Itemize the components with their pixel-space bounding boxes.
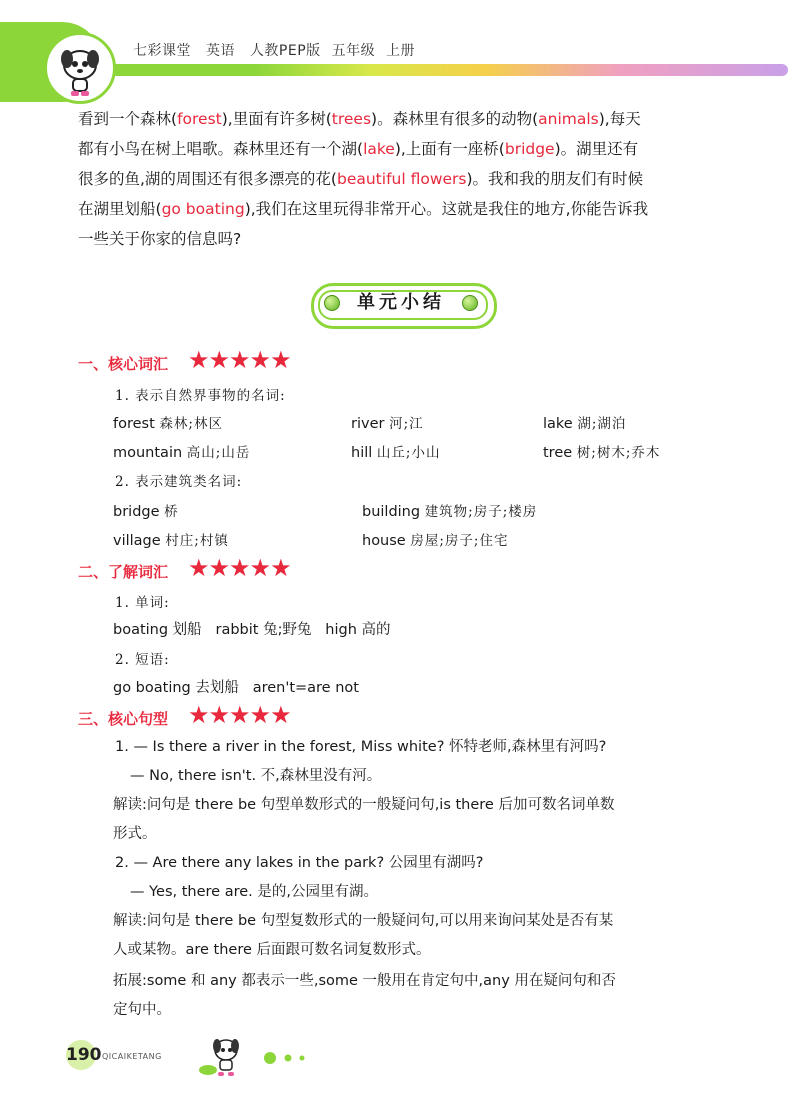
summary-title: 单元小结 xyxy=(357,292,445,313)
page-number: 190 xyxy=(66,1045,102,1065)
mascot-dog-icon xyxy=(196,1032,252,1082)
explanation-1-cont: 形式。 xyxy=(113,826,157,842)
subheading-building-nouns: 2. 表示建筑类名词: xyxy=(115,474,243,490)
header-title xyxy=(133,40,425,60)
highlighted-term: beautiful flowers xyxy=(336,170,467,188)
header-series: 七彩课堂 xyxy=(133,43,191,59)
words-line: boating 划船 rabbit 兔;野兔 high 高的 xyxy=(113,622,391,638)
vocab-item: house 房屋;房子;住宅 xyxy=(362,533,509,549)
footer-dots-icon xyxy=(262,1048,312,1068)
intro-text: 看到一个森林( xyxy=(78,110,178,128)
vocab-item: mountain 高山;山岳 xyxy=(113,445,251,461)
highlighted-term: forest xyxy=(177,110,222,128)
header-grade: 五年级 xyxy=(331,43,376,59)
star-rating-icon: ★★★★★ xyxy=(188,554,291,582)
star-rating-icon: ★★★★★ xyxy=(188,701,291,729)
footer-brand: QICAIKETANG xyxy=(102,1052,162,1061)
extension-note-cont: 定句中。 xyxy=(113,1002,171,1018)
explanation-1: 解读:问句是 there be 句型单数形式的一般疑问句,is there 后加可数名词单数 xyxy=(113,797,615,813)
question-2: 2. — Are there any lakes in the park? 公园里有湖吗? xyxy=(115,855,484,871)
intro-text: 很多的鱼,湖的周围还有很多漂亮的花( xyxy=(78,170,337,188)
intro-text: ),每天 xyxy=(598,110,641,128)
intro-text: ),上面有一座桥( xyxy=(394,140,505,158)
subheading-phrases: 2. 短语: xyxy=(115,652,170,668)
explanation-2-cont: 人或某物。are there 后面跟可数名词复数形式。 xyxy=(113,942,431,958)
intro-text: ),我们在这里玩得非常开心。这就是我住的地方,你能告诉我 xyxy=(244,200,649,218)
intro-text: 都有小鸟在树上唱歌。森林里还有一个湖( xyxy=(78,140,364,158)
intro-text: 在湖里划船( xyxy=(78,200,162,218)
subheading-nature-nouns: 1. 表示自然界事物的名词: xyxy=(115,388,286,404)
intro-text: )。森林里有很多的动物( xyxy=(371,110,539,128)
vocab-item: tree 树;树木;乔木 xyxy=(543,445,661,461)
mascot-frame xyxy=(44,32,116,104)
intro-line xyxy=(78,224,728,254)
highlighted-term: trees xyxy=(331,110,372,128)
section-heading-core-sentences: 三、核心句型 xyxy=(78,710,169,728)
vocab-item: lake 湖;湖泊 xyxy=(543,416,627,432)
question-1: 1. — Is there a river in the forest, Miss white? 怀特老师,森林里有河吗? xyxy=(115,739,607,755)
phrase-line: go boating 去划船 aren't=are not xyxy=(113,680,359,696)
green-dot-icon xyxy=(462,295,478,311)
intro-text: ),里面有许多树( xyxy=(221,110,332,128)
intro-line xyxy=(78,164,728,194)
header-volume: 上册 xyxy=(386,43,416,59)
intro-line xyxy=(78,194,728,224)
header-gradient-bar xyxy=(28,64,788,76)
subheading-words: 1. 单词: xyxy=(115,595,170,611)
green-dot-icon xyxy=(324,295,340,311)
intro-line xyxy=(78,104,728,134)
section-heading-core-vocab: 一、核心词汇 xyxy=(78,355,169,373)
intro-text: )。我和我的朋友们有时候 xyxy=(466,170,644,188)
highlighted-term: lake xyxy=(363,140,395,158)
vocab-item: village 村庄;村镇 xyxy=(113,533,229,549)
header-subject: 英语 xyxy=(205,43,235,59)
vocab-item: river 河;江 xyxy=(351,416,424,432)
highlighted-term: bridge xyxy=(504,140,555,158)
vocab-item: hill 山丘;小山 xyxy=(351,445,441,461)
vocab-item: forest 森林;林区 xyxy=(113,416,223,432)
highlighted-term: animals xyxy=(538,110,599,128)
star-rating-icon: ★★★★★ xyxy=(188,346,291,374)
explanation-2: 解读:问句是 there be 句型复数形式的一般疑问句,可以用来询问某处是否有某 xyxy=(113,913,614,929)
header-edition: 人教PEP版 xyxy=(249,43,321,59)
extension-note: 拓展:some 和 any 都表示一些,some 一般用在肯定句中,any 用在疑问句和否 xyxy=(113,973,616,989)
vocab-item: bridge 桥 xyxy=(113,504,179,520)
answer-1: — No, there isn't. 不,森林里没有河。 xyxy=(130,768,382,784)
intro-text: 一些关于你家的信息吗? xyxy=(78,230,242,248)
section-heading-know-vocab: 二、了解词汇 xyxy=(78,563,169,581)
mascot-dog-icon xyxy=(47,35,113,101)
intro-line xyxy=(78,134,728,164)
highlighted-term: go boating xyxy=(161,200,245,218)
vocab-item: building 建筑物;房子;楼房 xyxy=(362,504,538,520)
intro-paragraph xyxy=(78,104,728,254)
answer-2: — Yes, there are. 是的,公园里有湖。 xyxy=(130,884,378,900)
intro-text: )。湖里还有 xyxy=(554,140,639,158)
